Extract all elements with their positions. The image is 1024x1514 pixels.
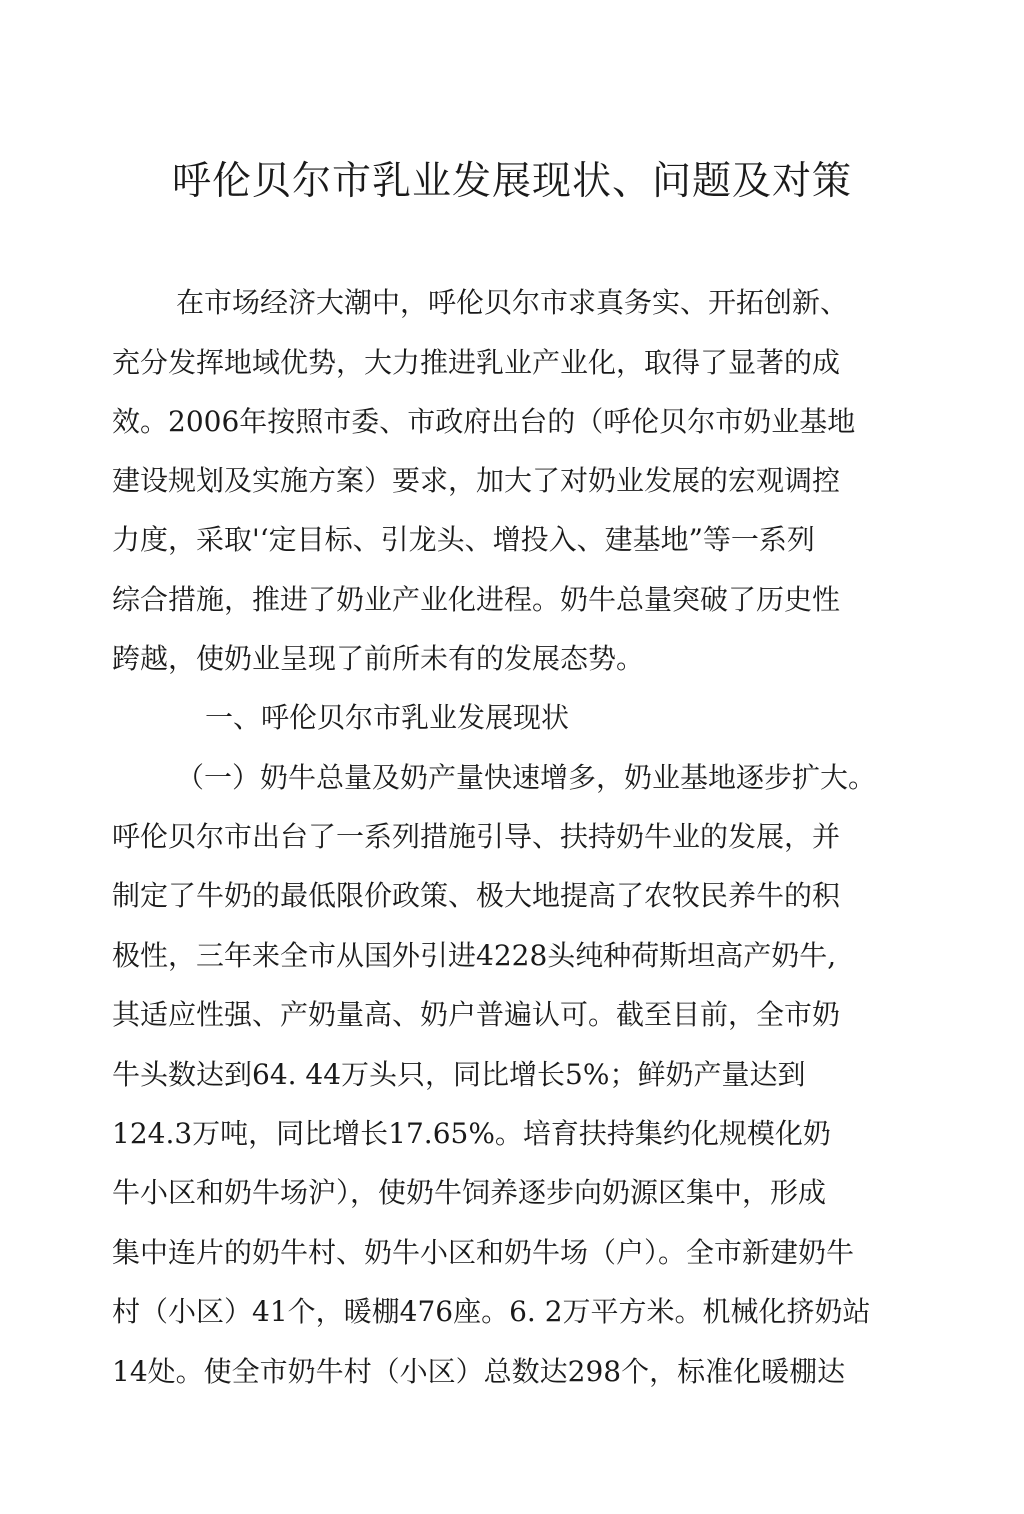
paragraph-line: 力度，采取'‘定目标、引龙头、增投入、建基地”等一系列 xyxy=(112,523,815,556)
paragraph-line: 其适应性强、产奶量高、奶户普遍认可。截至目前，全市奶 xyxy=(112,998,841,1031)
paragraph-line: 124.3万吨，同比增长17.65%。培育扶持集约化规模化奶 xyxy=(112,1117,831,1150)
subsection-heading: （一）奶牛总量及奶产量快速增多，奶业基地逐步扩大。 xyxy=(176,761,877,794)
paragraph-line: 牛头数达到64. 44万头只，同比增长5%；鲜奶产量达到 xyxy=(112,1058,806,1091)
paragraph-line: 在市场经济大潮中，呼伦贝尔市求真务实、开拓创新、 xyxy=(176,286,849,319)
paragraph-line: 制定了牛奶的最低限价政策、极大地提高了农牧民养牛的积 xyxy=(112,879,841,912)
paragraph-line: 村（小区）41个，暖棚476座。6. 2万平方米。机械化挤奶站 xyxy=(112,1295,871,1328)
document-title: 呼伦贝尔市乳业发展现状、问题及对策 xyxy=(171,159,852,204)
paragraph-line: 牛小区和奶牛场沪），使奶牛饲养逐步向奶源区集中，形成 xyxy=(112,1176,827,1209)
paragraph-line: 极性，三年来全市从国外引进4228头纯种荷斯坦高产奶牛, xyxy=(112,939,837,972)
paragraph-line: 综合措施，推进了奶业产业化进程。奶牛总量突破了历史性 xyxy=(112,583,841,616)
section-heading: 一、呼伦贝尔市乳业发展现状 xyxy=(205,701,570,734)
paragraph-line: 呼伦贝尔市出台了一系列措施引导、扶持奶牛业的发展，并 xyxy=(112,820,841,853)
paragraph-line: 集中连片的奶牛村、奶牛小区和奶牛场（户）。全市新建奶牛 xyxy=(112,1236,855,1269)
paragraph-line: 建设规划及实施方案）要求，加大了对奶业发展的宏观调控 xyxy=(112,464,841,497)
paragraph-line: 效。2006年按照市委、市政府出台的（呼伦贝尔市奶业基地 xyxy=(112,405,856,438)
paragraph-line: 跨越，使奶业呈现了前所未有的发展态势。 xyxy=(112,642,645,675)
paragraph-line: 充分发挥地域优势，大力推进乳业产业化，取得了显著的成 xyxy=(112,346,841,379)
paragraph-line: 14处。使全市奶牛村（小区）总数达298个，标准化暖棚达 xyxy=(112,1355,846,1388)
